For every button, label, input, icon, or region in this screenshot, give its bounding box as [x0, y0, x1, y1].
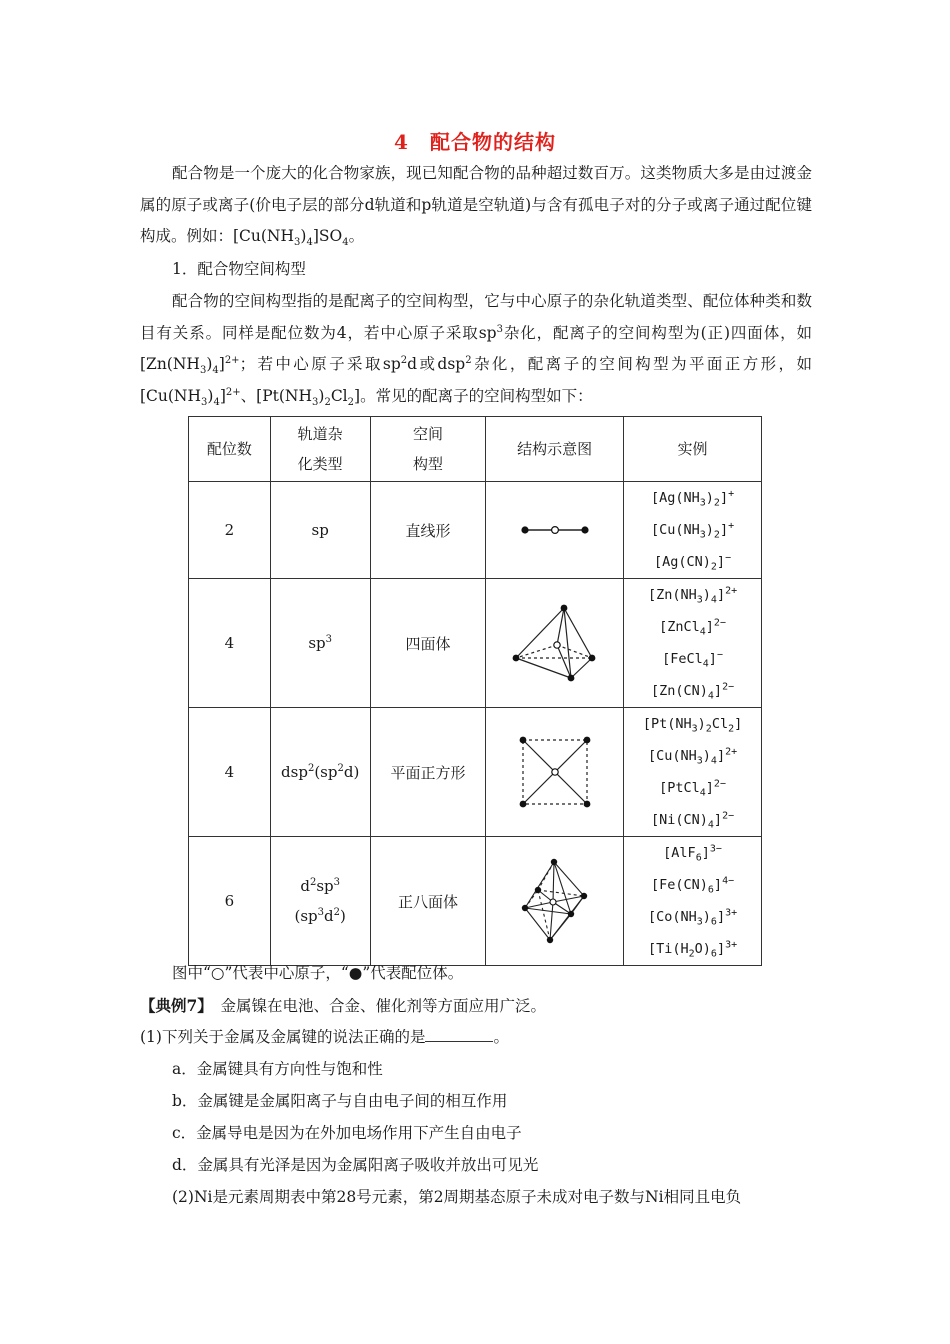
cell-geometry: 平面正方形 [370, 708, 486, 837]
cell-diagram [486, 482, 624, 579]
option-c: c．金属导电是因为在外加电场作用下产生自由电子 [172, 1124, 522, 1142]
example-item: $[Pt(NH_3)_2Cl_2]$ [642, 716, 743, 735]
cell-geometry: 直线形 [370, 482, 486, 579]
table-row-tetrahedral [189, 579, 762, 708]
section-heading: 1．配合物空间构型 [172, 260, 306, 278]
example-item: $[AlF_6]^{3-}$ [663, 843, 722, 864]
header-diagram: 结构示意图 [486, 417, 624, 482]
example-item: $[Ni(CN)_4]^{2-}$ [650, 810, 735, 831]
header-examples: 实例 [624, 417, 762, 482]
cell-diagram [486, 579, 624, 708]
cell-hybridization: $dsp^2(sp^2d)$ [270, 708, 370, 837]
linear-diagram [515, 520, 595, 540]
option-b: b．金属键是金属阳离子与自由电子间的相互作用 [172, 1092, 508, 1110]
cell-cn: 4 [189, 579, 271, 708]
table-row-octahedral [189, 837, 762, 966]
cell-cn: 2 [189, 482, 271, 579]
cell-diagram [486, 837, 624, 966]
example-item: [FeCl$_4$]− [662, 649, 723, 670]
header-coordination-number: 配位数 [189, 417, 271, 482]
cell-geometry: 四面体 [370, 579, 486, 708]
example-item: $[Ti(H_2O)_6]^{3+}$ [647, 939, 738, 960]
option-a: a．金属键具有方向性与饱和性 [172, 1060, 383, 1078]
example-item: $[Cu(NH_3)_2]^+$ [650, 520, 735, 541]
octahedral-diagram [520, 856, 590, 946]
cell-examples [624, 837, 762, 966]
page-title: 4 配合物的结构 [394, 130, 556, 154]
cell-examples [624, 482, 762, 579]
cell-geometry: 正八面体 [370, 837, 486, 966]
example-item: $[Co(NH_3)_6]^{3+}$ [647, 907, 738, 928]
cell-hybridization: $d^2sp^3$ $(sp^3d^2)$ [270, 837, 370, 966]
option-d: d．金属具有光泽是因为金属阳离子吸收并放出可见光 [172, 1156, 539, 1174]
example-heading: 【典例7】 金属镍在电池、合金、催化剂等方面应用广泛。 [140, 996, 547, 1015]
cell-hybridization: sp [270, 482, 370, 579]
legend-note: 图中“○”代表中心原子，“●”代表配位体。 [172, 964, 464, 982]
cell-hybridization: $sp^3$ [270, 579, 370, 708]
square-planar-diagram [515, 732, 595, 812]
example-item: [PtCl$_4$]$^{2-}$ [659, 778, 726, 799]
tetrahedral-diagram [505, 598, 605, 688]
table-row-square-planar [189, 708, 762, 837]
example-item: $[Ag(NH_3)_2]^+$ [650, 488, 735, 509]
cell-examples [624, 579, 762, 708]
complex-geometry-table [188, 416, 762, 966]
question-2: (2)Ni是元素周期表中第28号元素，第2周期基态原子未成对电子数与Ni相同且电负 [172, 1188, 742, 1206]
geometry-paragraph: 配合物的空间构型指的是配离子的空间构型，它与中心原子的杂化轨道类型、配位体种类和数目有关系。同样是配位数为4，若中心原子采取$sp^3$杂化，配离子的空间构型为(正)四面体，如$[Zn(NH_3)_4]^{2+}$；若中心原子采取$sp^2d$或dsp$^2$杂化，配离子的空间构型为平面正方形，如$[Cu(NH_3)_4]^{2+}$、$[Pt(NH_3)_2Cl_2]$。常见的配离子的空间构型如下： [140, 292, 812, 408]
header-hybridization: 轨道杂 化类型 [270, 417, 370, 482]
question-1: (1)下列关于金属及金属键的说法正确的是 。 [140, 1028, 509, 1046]
cell-cn: 6 [189, 837, 271, 966]
header-geometry: 空间 构型 [370, 417, 486, 482]
cell-diagram [486, 708, 624, 837]
example-item: $[Fe(CN)_6]^{4-}$ [650, 875, 735, 896]
cell-cn: 4 [189, 708, 271, 837]
answer-blank[interactable] [425, 1027, 493, 1042]
table-row-linear [189, 482, 762, 579]
example-tag: 【典例7】 [140, 996, 206, 1015]
example-item: [ZnCl$_4$]$^{2-}$ [659, 617, 726, 638]
example-item: $[Zn(NH_3)_4]^{2+}$ [647, 585, 738, 606]
example-item: $[Cu(NH_3)_4]^{2+}$ [647, 746, 738, 767]
table-header-row [189, 417, 762, 482]
example-item: $[Ag(CN)_2]^-$ [653, 552, 732, 573]
cell-examples [624, 708, 762, 837]
example-item: $[Zn(CN)_4]^{2-}$ [650, 681, 735, 702]
intro-paragraph: 配合物是一个庞大的化合物家族，现已知配合物的品种超过数百万。这类物质大多是由过渡金属的原子或离子(价电子层的部分d轨道和p轨道是空轨道)与含有孤电子对的分子或离子通过配位键构成。例如：$[Cu(NH_3)_4]SO_4$。 [140, 164, 812, 249]
